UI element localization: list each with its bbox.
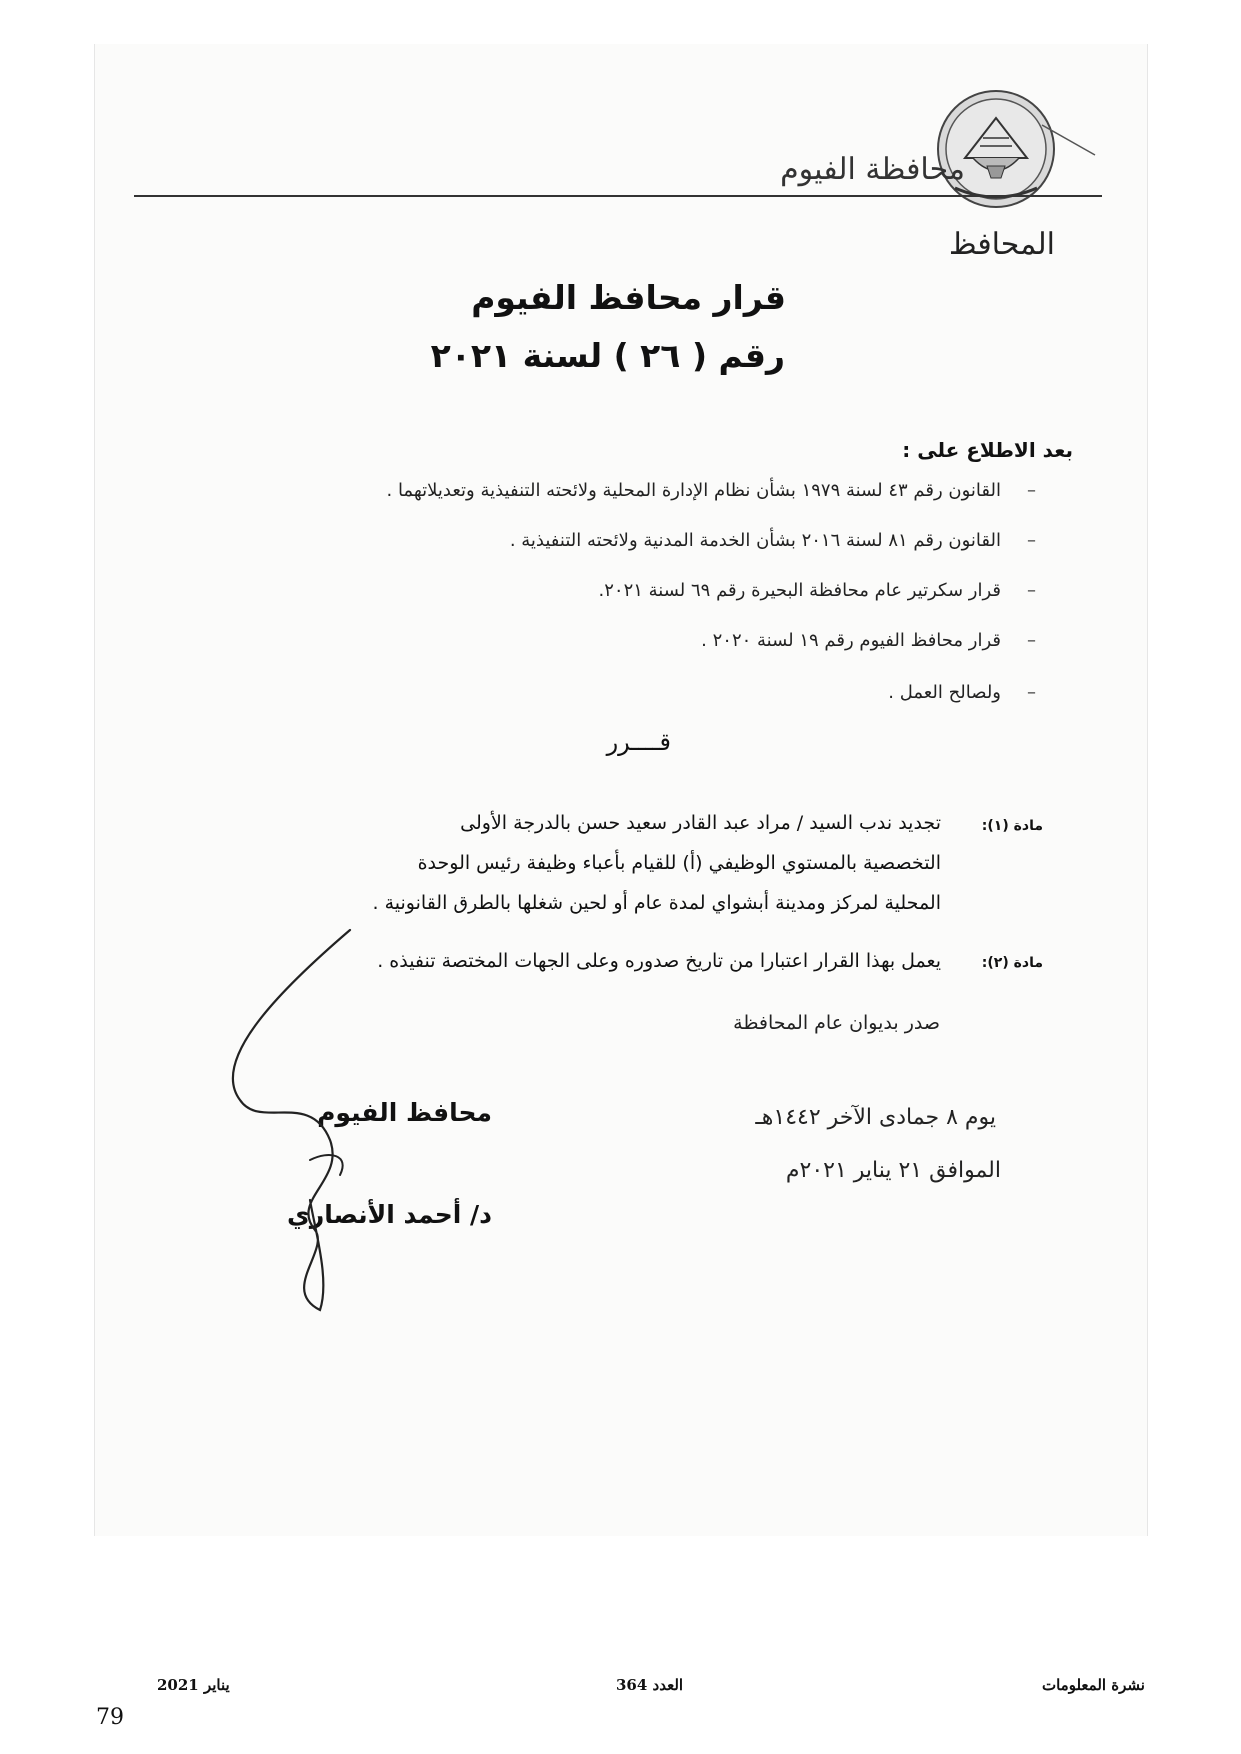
signatory-title: محافظ الفيوم [317,1098,492,1127]
article-label: مادة (١): [981,818,1043,834]
bullet-dash: – [1027,580,1036,601]
governorate-seal [935,88,1057,210]
article-label: مادة (٢): [981,955,1043,971]
preamble-item: قرار سكرتير عام محافظة البحيرة رقم ٦٩ لسنة ٢٠٢١. [598,580,1001,601]
gregorian-date: الموافق ٢١ يناير ٢٠٢١م [785,1158,1001,1183]
preamble-item: القانون رقم ٨١ لسنة ٢٠١٦ بشأن الخدمة المدنية ولائحته التنفيذية . [509,530,1001,551]
article-line: المحلية لمركز ومدينة أبشواي لمدة عام أو لحين شغلها بالطرق القانونية . [372,892,941,914]
handwritten-signature [220,900,520,1320]
decree-number: رقم ( ٢٦ ) لسنة ٢٠٢١ [430,336,785,375]
bullet-dash: – [1027,480,1036,501]
article-line: يعمل بهذا القرار اعتبارا من تاريخ صدوره وعلى الجهات المختصة تنفيذه . [377,950,941,972]
article-line: التخصصية بالمستوي الوظيفي (أ) للقيام بأعباء وظيفة رئيس الوحدة [417,852,941,874]
governor-label: المحافظ [948,227,1055,262]
page-number: 79 [96,1705,124,1730]
bullet-dash: – [1027,630,1036,651]
preamble-item: القانون رقم ٤٣ لسنة ١٩٧٩ بشأن نظام الإدارة المحلية ولائحته التنفيذية وتعديلاتهما . [386,480,1001,501]
preamble-item: ولصالح العمل . [888,682,1001,703]
preamble-item: قرار محافظ الفيوم رقم ١٩ لسنة ٢٠٢٠ . [701,630,1001,651]
signatory-name: د/ أحمد الأنصاري [286,1200,492,1229]
preamble-heading: بعد الاطلاع على : [902,438,1073,462]
decree-title: قرار محافظ الفيوم [471,278,786,317]
footer-date: يناير 2021 [157,1676,230,1694]
footer-issue: العدد 364 [616,1676,684,1694]
hijri-date: يوم ٨ جمادى الآخر ١٤٤٢هـ [755,1105,996,1130]
bullet-dash: – [1027,530,1036,551]
decree-word: قــــرر [606,728,671,756]
article-line: تجديد ندب السيد / مراد عبد القادر سعيد حسن بالدرجة الأولى [460,812,941,834]
governorate-name: محافظة الفيوم [780,152,965,187]
pen-mark [1040,120,1100,160]
footer-publication: نشرة المعلومات [1041,1676,1145,1694]
header-divider [134,195,1102,197]
issued-note: صدر بديوان عام المحافظة [733,1012,940,1034]
bullet-dash: – [1027,682,1036,703]
